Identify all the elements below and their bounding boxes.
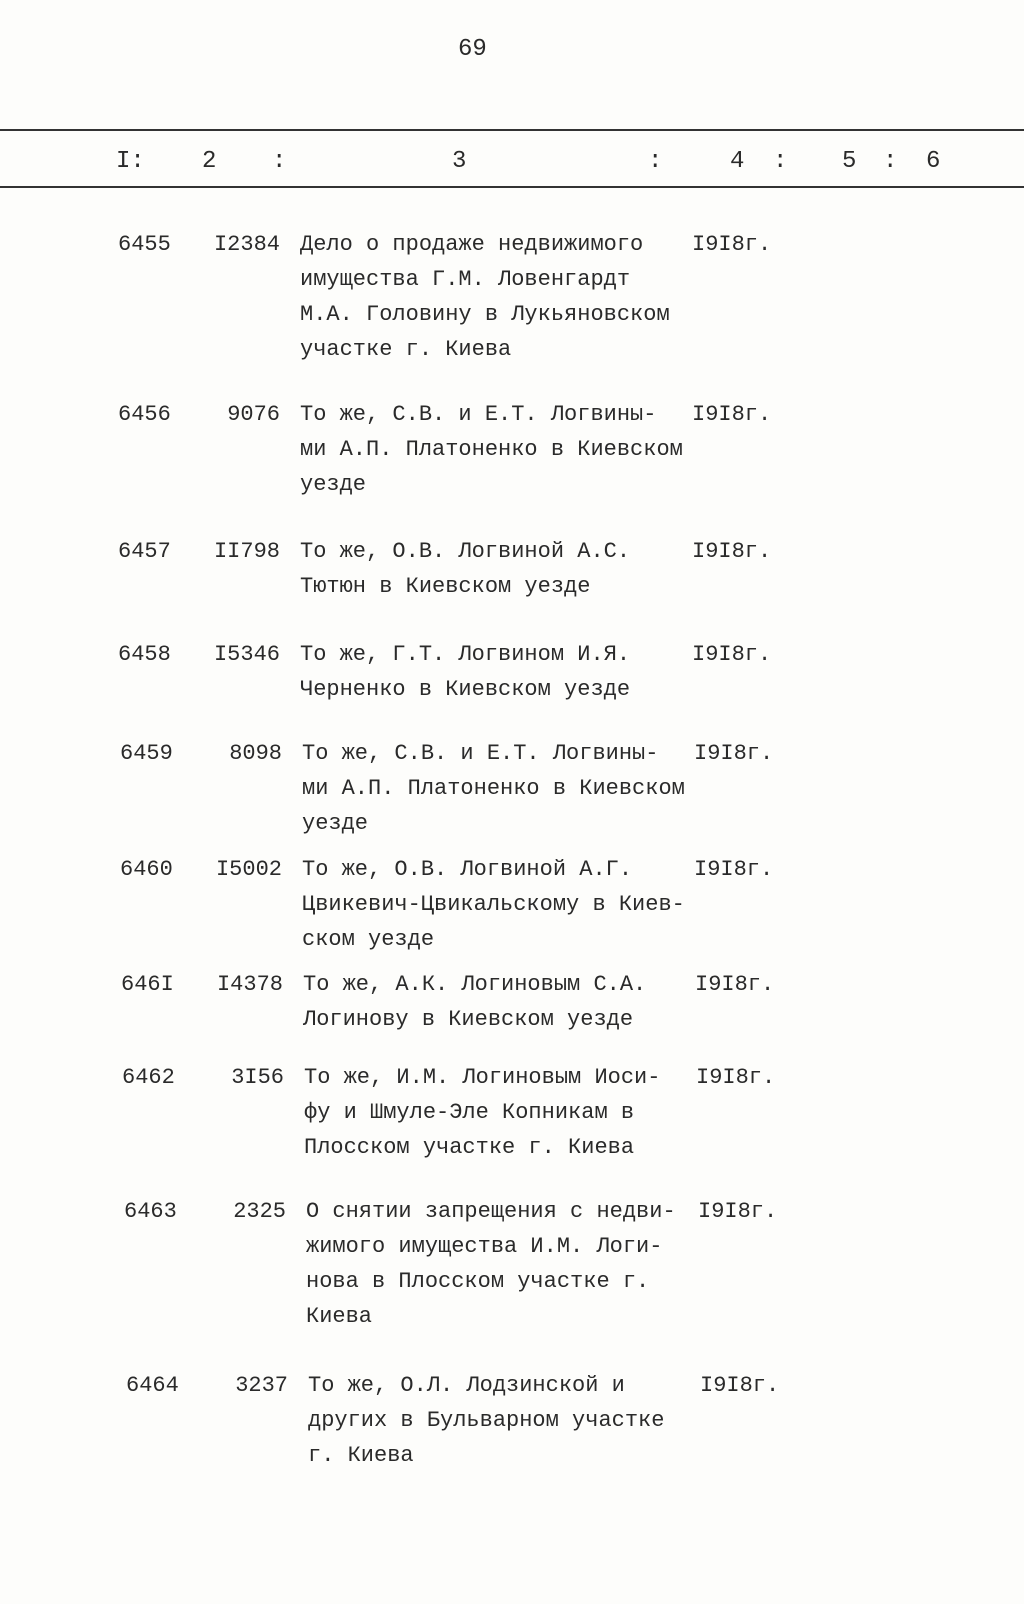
description-line: ми А.П. Платоненко в Киевском <box>300 437 683 462</box>
description-line: То же, С.В. и Е.Т. Логвины- <box>302 741 659 766</box>
entry-description <box>306 1194 706 1334</box>
entry-year: I9I8г. <box>700 1373 780 1398</box>
page-number: 69 <box>458 36 487 63</box>
entry-year: I9I8г. <box>696 1065 776 1090</box>
entry-reference: 9076 <box>227 402 280 427</box>
entry-number: 6459 <box>120 741 173 766</box>
entry-number: 6464 <box>126 1373 179 1398</box>
description-line: О снятии запрещения с недви- <box>306 1199 676 1224</box>
entry-year: I9I8г. <box>692 642 772 667</box>
description-line: Цвикевич-Цвикальскому в Киев- <box>302 892 685 917</box>
description-line: уезде <box>300 472 367 497</box>
entry-reference: 2325 <box>233 1199 286 1224</box>
entry-description <box>300 397 700 502</box>
entry-reference: 3I56 <box>231 1065 284 1090</box>
description-line: Черненко в Киевском уезде <box>300 677 631 702</box>
header-col5: 5 <box>842 148 857 175</box>
description-line: имущества Г.М. Ловенгардт <box>300 267 631 292</box>
header-col1: I: <box>116 148 145 175</box>
entry-description <box>308 1368 708 1473</box>
entry-description <box>300 637 700 707</box>
description-line: нова в Плосском участке г. <box>306 1269 650 1294</box>
entry-description <box>302 736 702 841</box>
entry-number: 6456 <box>118 402 171 427</box>
description-line: Логинову в Киевском уезде <box>303 1007 634 1032</box>
description-line: М.А. Головину в Лукьяновском <box>300 302 670 327</box>
entry-reference: I5346 <box>213 642 280 667</box>
entry-description <box>300 534 700 604</box>
entry-reference: 3237 <box>235 1373 288 1398</box>
entry-number: 646I <box>121 972 174 997</box>
header-col3: 3 <box>452 148 467 175</box>
header-col6: 6 <box>926 148 941 175</box>
description-line: уезде <box>302 811 369 836</box>
entry-number: 6458 <box>118 642 171 667</box>
description-line: Тютюн в Киевском уезде <box>300 574 591 599</box>
description-line: То же, И.М. Логиновым Иоси- <box>304 1065 661 1090</box>
entry-year: I9I8г. <box>694 857 774 882</box>
description-line: То же, О.В. Логвиной А.Г. <box>302 857 633 882</box>
header-sep: : <box>773 148 788 175</box>
entry-year: I9I8г. <box>692 402 772 427</box>
entry-description <box>302 852 702 957</box>
entry-description <box>300 227 700 367</box>
description-line: То же, О.Л. Лодзинской и <box>308 1373 625 1398</box>
entry-year: I9I8г. <box>695 972 775 997</box>
entry-description <box>304 1060 704 1165</box>
description-line: То же, А.К. Логиновым С.А. <box>303 972 647 997</box>
header-sep: : <box>883 148 898 175</box>
description-line: ми А.П. Платоненко в Киевском <box>302 776 685 801</box>
entry-reference: I2384 <box>213 232 280 257</box>
description-line: Плосском участке г. Киева <box>304 1135 635 1160</box>
description-line: То же, Г.Т. Логвином И.Я. <box>300 642 631 667</box>
entry-number: 6463 <box>124 1199 177 1224</box>
entry-year: I9I8г. <box>692 232 772 257</box>
header-sep: : <box>272 148 287 175</box>
header-top-rule <box>0 129 1024 131</box>
description-line: ском уезде <box>302 927 435 952</box>
entry-reference: II798 <box>213 539 280 564</box>
description-line: То же, О.В. Логвиной А.С. <box>300 539 631 564</box>
description-line: Дело о продаже недвижимого <box>300 232 644 257</box>
description-line: Киева <box>306 1304 373 1329</box>
entry-number: 6455 <box>118 232 171 257</box>
description-line: жимого имущества И.М. Логи- <box>306 1234 663 1259</box>
description-line: участке г. Киева <box>300 337 512 362</box>
entry-number: 6457 <box>118 539 171 564</box>
header-bottom-rule <box>0 186 1024 188</box>
description-line: То же, С.В. и Е.Т. Логвины- <box>300 402 657 427</box>
header-sep: : <box>648 148 663 175</box>
entry-number: 6462 <box>122 1065 175 1090</box>
description-line: г. Киева <box>308 1443 414 1468</box>
entry-year: I9I8г. <box>692 539 772 564</box>
entry-reference: 8098 <box>229 741 282 766</box>
entry-year: I9I8г. <box>698 1199 778 1224</box>
description-line: фу и Шмуле-Эле Копникам в <box>304 1100 635 1125</box>
entry-number: 6460 <box>120 857 173 882</box>
entry-reference: I4378 <box>216 972 283 997</box>
header-col4: 4 <box>730 148 745 175</box>
entry-reference: I5002 <box>215 857 282 882</box>
entry-description <box>303 967 703 1037</box>
entry-year: I9I8г. <box>694 741 774 766</box>
header-col2: 2 <box>202 148 217 175</box>
description-line: других в Бульварном участке <box>308 1408 665 1433</box>
